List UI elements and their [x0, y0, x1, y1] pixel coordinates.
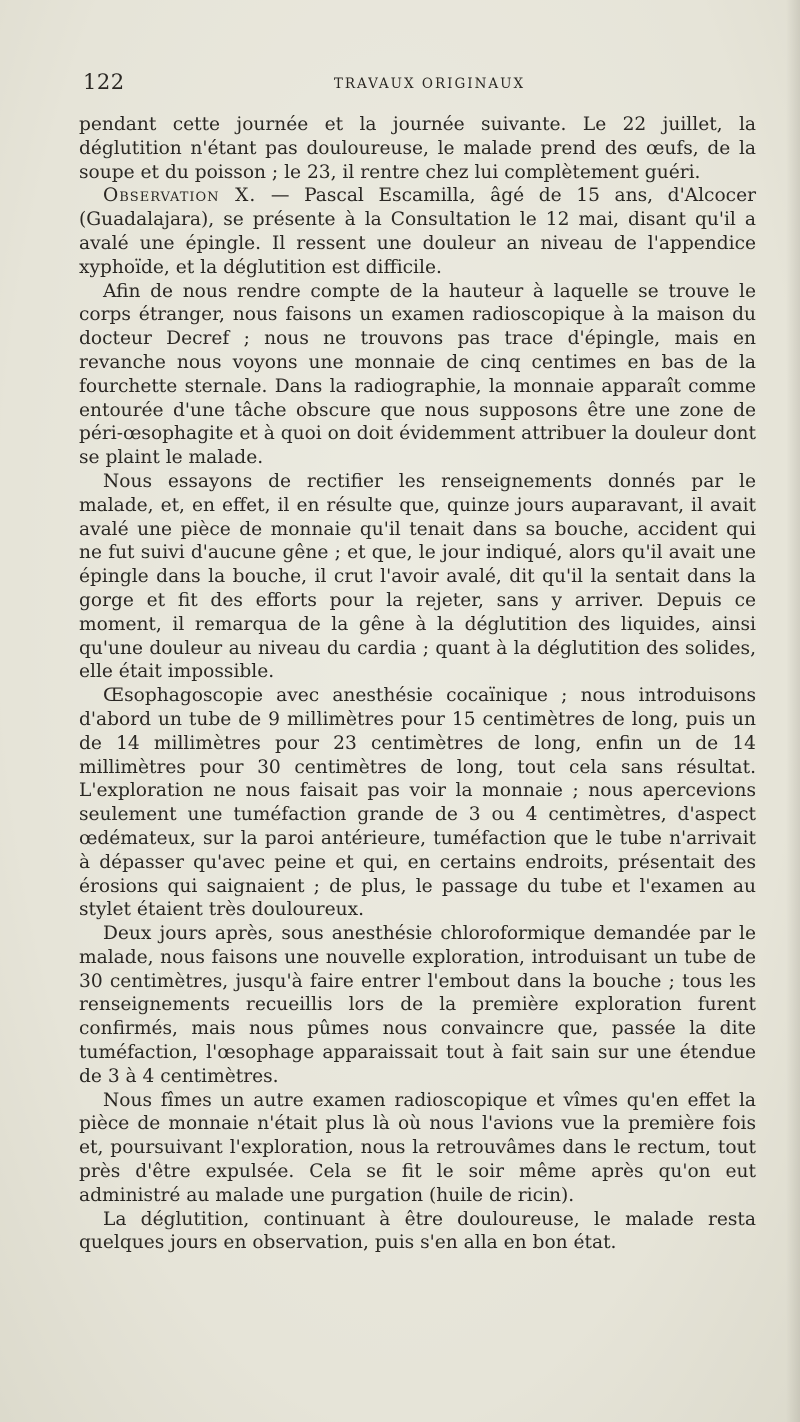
paragraph-continuation: pendant cette journée et la journée suivante. Le 22 juillet, la déglutition n'étant pas douloureuse, le malade prend des œufs, de la soupe et du poisson ; le 23, il rentre chez lui complètement guéri. — [79, 114, 756, 183]
paragraph-radioscopy: Afin de nous rendre compte de la hauteur à laquelle se trouve le corps étranger, nous faisons un examen radioscopique à la maison du docteur Decref ; nous ne trouvons pas trace d'épingle, mais en revanche nous voyons une monnaie de cinq centimes en bas de la fourchette sternale. Dans la radiographie, la monnaie apparaît comme entourée d'une tâche obscure que nous supposons être une zone de péri-œsophagite et à quoi on doit évidemment attribuer la douleur dont se plaint le malade. — [79, 280, 756, 469]
body-text — [79, 113, 756, 1255]
page-edge-shadow — [786, 0, 800, 1422]
paragraph-history: Nous essayons de rectifier les renseignements donnés par le malade, et, en effet, il en résulte que, quinze jours auparavant, il avait avalé une pièce de monnaie qu'il tenait dans sa bouche, accident qui ne fut suivi d'aucune gêne ; et que, le jour indiqué, alors qu'il avait une épingle dans la bouche, il crut l'avoir avalé, dit qu'il la sentait dans la gorge et fit des efforts pour la rejeter, sans y arriver. Depuis ce moment, il remarqua de la gêne à la déglutition des liquides, ainsi qu'une douleur au niveau du cardia ; quant à la déglutition des solides, elle était impossible. — [79, 470, 756, 683]
page-number: 122 — [83, 70, 125, 94]
paragraph-observation-x — [79, 184, 756, 279]
observation-label: Observation X. — [103, 185, 257, 207]
running-head: TRAVAUX ORIGINAUX — [333, 76, 526, 92]
page-header — [83, 70, 756, 100]
paragraph-oesophagoscopy: Œsophagoscopie avec anesthésie cocaïnique ; nous introduisons d'abord un tube de 9 millimètres pour 15 centimètres de long, puis un de 14 millimètres pour 23 centimètres de long, enfin un de 14 millimètres pour 30 centimètres de long, tout cela sans résultat. L'exploration ne nous faisait pas voir la monnaie ; nous apercevions seulement une tuméfaction grande de 3 ou 4 centimètres, d'aspect œdémateux, sur la paroi antérieure, tuméfaction que le tube n'arrivait à dépasser qu'avec peine et qui, en certains endroits, présentait des érosions qui saignaient ; de plus, le passage du tube et l'examen au stylet étaient très douloureux. — [79, 685, 756, 921]
observation-text: — Pascal Escamilla, âgé de 15 ans, d'Alcocer (Guadalajara), se présente à la Consultation le 12 mai, disant qu'il a avalé une épingle. Il ressent une douleur an niveau de l'appendice xyphoïde, et la déglutition est difficile. — [79, 185, 756, 278]
paragraph-second-radioscopy: Nous fîmes un autre examen radioscopique et vîmes qu'en effet la pièce de monnaie n'était plus là où nous l'avions vue la première fois et, poursuivant l'exploration, nous la retrouvâmes dans le rectum, tout près d'être expulsée. Cela se fit le soir même après qu'on eut administré au malade une purgation (huile de ricin). — [79, 1089, 756, 1206]
paragraph-outcome: La déglutition, continuant à être douloureuse, le malade resta quelques jours en observation, puis s'en alla en bon état. — [79, 1208, 756, 1254]
paragraph-second-exploration: Deux jours après, sous anesthésie chloroformique demandée par le malade, nous faisons une nouvelle exploration, introduisant un tube de 30 centimètres, jusqu'à faire entrer l'embout dans la bouche ; tous les renseignements recueillis lors de la première exploration furent confirmés, mais nous pûmes nous convaincre que, passée la dite tuméfaction, l'œsophage apparaissait tout à fait sain sur une étendue de 3 à 4 centimètres. — [79, 923, 756, 1087]
